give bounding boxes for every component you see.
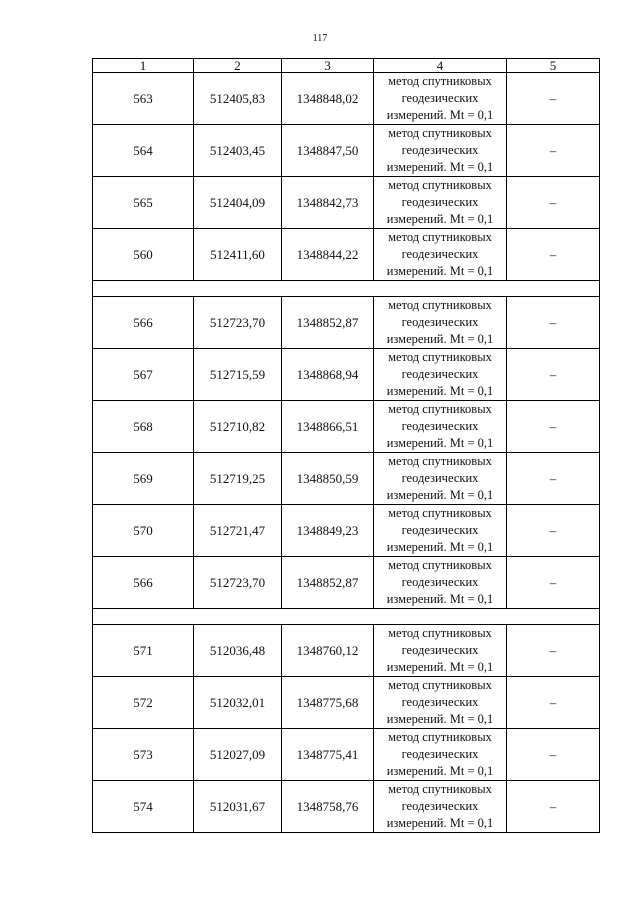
method-line: метод спутниковых <box>388 230 492 244</box>
method-line: геодезических <box>401 195 479 209</box>
method-cell <box>374 677 507 729</box>
extra-cell: – <box>507 677 600 729</box>
extra-cell: – <box>507 229 600 281</box>
point-number-cell: 568 <box>93 401 194 453</box>
point-number-cell: 566 <box>93 297 194 349</box>
y-coordinate-cell: 1348852,87 <box>282 297 374 349</box>
x-coordinate-cell: 512710,82 <box>194 401 282 453</box>
table-row <box>93 625 600 677</box>
method-cell <box>374 125 507 177</box>
x-coordinate-cell: 512721,47 <box>194 505 282 557</box>
extra-cell: – <box>507 729 600 781</box>
method-line: измерений. Mt = 0,1 <box>386 712 494 726</box>
x-coordinate-cell: 512719,25 <box>194 453 282 505</box>
group-separator-row <box>93 609 600 625</box>
method-line: измерений. Mt = 0,1 <box>386 436 494 450</box>
table-row <box>93 729 600 781</box>
extra-cell: – <box>507 781 600 833</box>
table-header-row <box>93 59 600 73</box>
method-line: геодезических <box>401 419 479 433</box>
method-line: геодезических <box>401 695 479 709</box>
point-number-cell: 566 <box>93 557 194 609</box>
method-line: метод спутниковых <box>388 678 492 692</box>
group-separator-row <box>93 281 600 297</box>
x-coordinate-cell: 512027,09 <box>194 729 282 781</box>
table-row <box>93 177 600 229</box>
y-coordinate-cell: 1348844,22 <box>282 229 374 281</box>
table-row <box>93 349 600 401</box>
table-row <box>93 125 600 177</box>
method-line: геодезических <box>401 747 479 761</box>
extra-cell: – <box>507 177 600 229</box>
method-line: измерений. Mt = 0,1 <box>386 764 494 778</box>
coordinates-table <box>92 58 600 833</box>
x-coordinate-cell: 512032,01 <box>194 677 282 729</box>
point-number-cell: 565 <box>93 177 194 229</box>
extra-cell: – <box>507 349 600 401</box>
method-cell <box>374 297 507 349</box>
method-line: измерений. Mt = 0,1 <box>386 384 494 398</box>
y-coordinate-cell: 1348868,94 <box>282 349 374 401</box>
header-col-2: 2 <box>194 59 282 73</box>
point-number-cell: 567 <box>93 349 194 401</box>
method-line: метод спутниковых <box>388 454 492 468</box>
method-line: метод спутниковых <box>388 178 492 192</box>
method-line: геодезических <box>401 643 479 657</box>
method-line: метод спутниковых <box>388 730 492 744</box>
extra-cell: – <box>507 625 600 677</box>
header-col-3: 3 <box>282 59 374 73</box>
method-line: геодезических <box>401 247 479 261</box>
point-number-cell: 574 <box>93 781 194 833</box>
y-coordinate-cell: 1348758,76 <box>282 781 374 833</box>
method-line: метод спутниковых <box>388 126 492 140</box>
table-row <box>93 781 600 833</box>
extra-cell: – <box>507 125 600 177</box>
y-coordinate-cell: 1348847,50 <box>282 125 374 177</box>
x-coordinate-cell: 512411,60 <box>194 229 282 281</box>
method-cell <box>374 781 507 833</box>
method-line: измерений. Mt = 0,1 <box>386 488 494 502</box>
method-line: метод спутниковых <box>388 558 492 572</box>
method-line: геодезических <box>401 523 479 537</box>
method-cell <box>374 557 507 609</box>
y-coordinate-cell: 1348760,12 <box>282 625 374 677</box>
method-line: измерений. Mt = 0,1 <box>386 592 494 606</box>
y-coordinate-cell: 1348775,68 <box>282 677 374 729</box>
page-number: 117 <box>312 33 328 44</box>
header-col-1: 1 <box>93 59 194 73</box>
extra-cell: – <box>507 505 600 557</box>
method-cell <box>374 229 507 281</box>
point-number-cell: 570 <box>93 505 194 557</box>
table-row <box>93 505 600 557</box>
x-coordinate-cell: 512036,48 <box>194 625 282 677</box>
method-line: геодезических <box>401 799 479 813</box>
method-line: измерений. Mt = 0,1 <box>386 332 494 346</box>
method-line: метод спутниковых <box>388 782 492 796</box>
method-line: измерений. Mt = 0,1 <box>386 540 494 554</box>
method-line: геодезических <box>401 143 479 157</box>
extra-cell: – <box>507 297 600 349</box>
method-line: геодезических <box>401 471 479 485</box>
x-coordinate-cell: 512403,45 <box>194 125 282 177</box>
x-coordinate-cell: 512723,70 <box>194 297 282 349</box>
point-number-cell: 571 <box>93 625 194 677</box>
method-line: измерений. Mt = 0,1 <box>386 660 494 674</box>
extra-cell: – <box>507 401 600 453</box>
method-line: метод спутниковых <box>388 506 492 520</box>
method-line: измерений. Mt = 0,1 <box>386 160 494 174</box>
extra-cell: – <box>507 453 600 505</box>
method-line: метод спутниковых <box>388 402 492 416</box>
x-coordinate-cell: 512404,09 <box>194 177 282 229</box>
method-line: измерений. Mt = 0,1 <box>386 108 494 122</box>
table-row <box>93 73 600 125</box>
method-cell <box>374 505 507 557</box>
method-line: метод спутниковых <box>388 298 492 312</box>
y-coordinate-cell: 1348866,51 <box>282 401 374 453</box>
method-line: геодезических <box>401 575 479 589</box>
method-line: измерений. Mt = 0,1 <box>386 212 494 226</box>
point-number-cell: 569 <box>93 453 194 505</box>
method-line: измерений. Mt = 0,1 <box>386 264 494 278</box>
table-row <box>93 229 600 281</box>
method-cell <box>374 177 507 229</box>
extra-cell: – <box>507 557 600 609</box>
method-line: геодезических <box>401 91 479 105</box>
table-row <box>93 401 600 453</box>
table-body <box>93 73 600 833</box>
table-row <box>93 297 600 349</box>
point-number-cell: 572 <box>93 677 194 729</box>
header-col-5: 5 <box>507 59 600 73</box>
method-cell <box>374 401 507 453</box>
point-number-cell: 573 <box>93 729 194 781</box>
y-coordinate-cell: 1348775,41 <box>282 729 374 781</box>
method-cell <box>374 453 507 505</box>
method-line: измерений. Mt = 0,1 <box>386 816 494 830</box>
method-cell <box>374 349 507 401</box>
header-col-4: 4 <box>374 59 507 73</box>
method-line: метод спутниковых <box>388 626 492 640</box>
method-cell <box>374 729 507 781</box>
table-row <box>93 557 600 609</box>
method-cell <box>374 625 507 677</box>
method-line: геодезических <box>401 367 479 381</box>
x-coordinate-cell: 512723,70 <box>194 557 282 609</box>
table-row <box>93 453 600 505</box>
method-line: метод спутниковых <box>388 350 492 364</box>
method-line: геодезических <box>401 315 479 329</box>
y-coordinate-cell: 1348842,73 <box>282 177 374 229</box>
group-separator-cell <box>93 281 600 297</box>
y-coordinate-cell: 1348849,23 <box>282 505 374 557</box>
point-number-cell: 564 <box>93 125 194 177</box>
extra-cell: – <box>507 73 600 125</box>
y-coordinate-cell: 1348848,02 <box>282 73 374 125</box>
x-coordinate-cell: 512405,83 <box>194 73 282 125</box>
point-number-cell: 563 <box>93 73 194 125</box>
point-number-cell: 560 <box>93 229 194 281</box>
group-separator-cell <box>93 609 600 625</box>
y-coordinate-cell: 1348850,59 <box>282 453 374 505</box>
x-coordinate-cell: 512031,67 <box>194 781 282 833</box>
method-cell <box>374 73 507 125</box>
method-line: метод спутниковых <box>388 74 492 88</box>
y-coordinate-cell: 1348852,87 <box>282 557 374 609</box>
table-row <box>93 677 600 729</box>
x-coordinate-cell: 512715,59 <box>194 349 282 401</box>
